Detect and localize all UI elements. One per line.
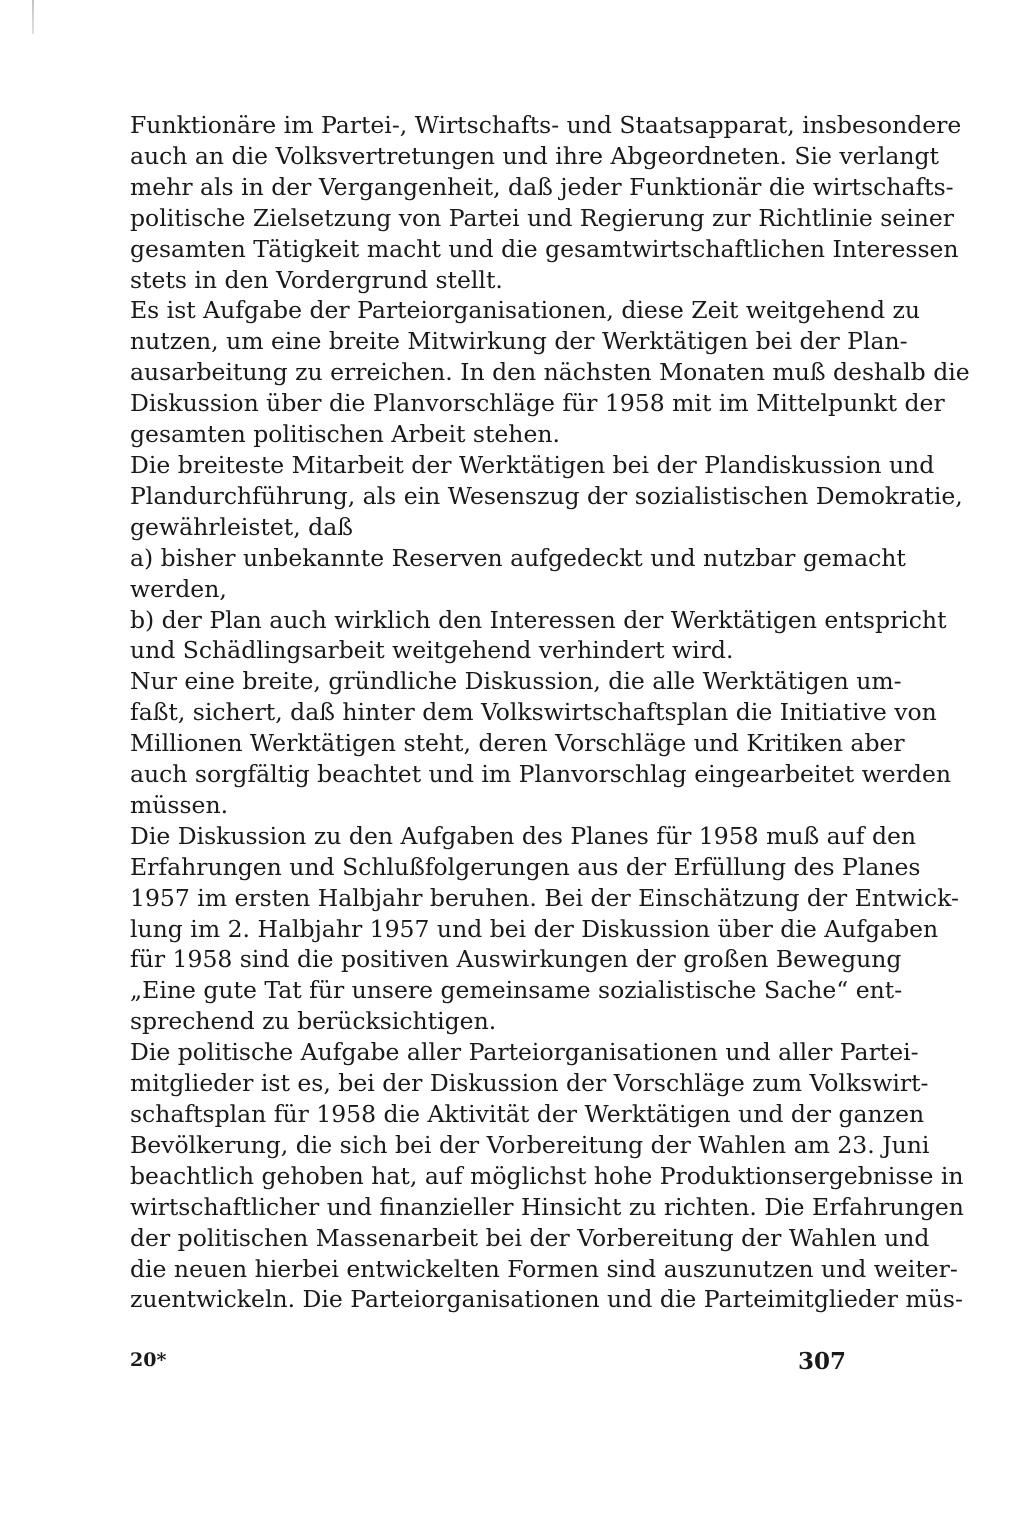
text-line: mehr als in der Vergangenheit, daß jeder Funktionär die wirtschafts- <box>130 172 954 201</box>
text-line: Plandurchführung, als ein Wesenszug der sozialistischen Demokratie, <box>130 481 963 510</box>
text-line: a) bisher unbekannte Reserven aufgedeckt und nutzbar gemacht <box>130 543 906 572</box>
text-line: „Eine gute Tat für unsere gemeinsame sozialistische Sache“ ent- <box>130 976 903 1005</box>
text-line: Die breiteste Mitarbeit der Werktätigen bei der Plandiskussion und <box>130 450 935 479</box>
text-line: Millionen Werktätigen steht, deren Vorschläge und Kritiken aber <box>130 729 905 758</box>
text-line: wirtschaftlicher und finanzieller Hinsicht zu richten. Die Erfahrungen <box>130 1192 964 1221</box>
text-line: und Schädlingsarbeit weitgehend verhindert wird. <box>130 636 734 665</box>
text-line: Funktionäre im Partei-, Wirtschafts- und Staatsapparat, insbesondere <box>130 111 962 139</box>
text-line: faßt, sichert, daß hinter dem Volkswirtschaftsplan die Initiative von <box>130 698 937 727</box>
text-line: Die politische Aufgabe aller Parteiorganisationen und aller Partei- <box>130 1038 919 1067</box>
body-text <box>130 110 970 1315</box>
text-line: mitglieder ist es, bei der Diskussion der Vorschläge zum Volkswirt- <box>130 1069 929 1098</box>
text-line: Erfahrungen und Schlußfolgerungen aus der Erfüllung des Planes <box>130 852 921 881</box>
text-line: b) der Plan auch wirklich den Interessen der Werktätigen entspricht <box>130 605 947 634</box>
text-line: nutzen, um eine breite Mitwirkung der Werktätigen bei der Plan- <box>130 327 908 356</box>
text-line: auch an die Volksvertretungen und ihre Abgeordneten. Sie verlangt <box>130 141 939 170</box>
printer-signature: 20* <box>130 1349 167 1371</box>
text-line: beachtlich gehoben hat, auf möglichst hohe Produktionsergebnisse in <box>130 1161 964 1190</box>
text-line: zuentwickeln. Die Parteiorganisationen und die Parteimitglieder müs- <box>130 1285 963 1314</box>
text-line: Bevölkerung, die sich bei der Vorbereitung der Wahlen am 23. Juni <box>130 1130 930 1159</box>
text-line: ausarbeitung zu erreichen. In den nächsten Monaten muß deshalb die <box>130 358 970 387</box>
text-line: sprechend zu berücksichtigen. <box>130 1007 497 1036</box>
text-line: Diskussion über die Planvorschläge für 1958 mit im Mittelpunkt der <box>130 389 945 418</box>
text-line: schaftsplan für 1958 die Aktivität der Werktätigen und der ganzen <box>130 1100 925 1128</box>
text-line: gewährleistet, daß <box>130 512 353 541</box>
page-number: 307 <box>797 1348 846 1375</box>
text-line: 1957 im ersten Halbjahr beruhen. Bei der Einschätzung der Entwick- <box>130 883 959 912</box>
text-line: auch sorgfältig beachtet und im Planvorschlag eingearbeitet werden <box>130 760 952 789</box>
text-line: lung im 2. Halbjahr 1957 und bei der Diskussion über die Aufgaben <box>130 914 939 943</box>
text-line: Die Diskussion zu den Aufgaben des Planes für 1958 muß auf den <box>130 821 917 850</box>
text-line: stets in den Vordergrund stellt. <box>130 265 503 294</box>
text-line: werden, <box>130 574 227 603</box>
text-line: der politischen Massenarbeit bei der Vorbereitung der Wahlen und <box>130 1223 930 1252</box>
text-line: müssen. <box>130 790 229 819</box>
text-line: politische Zielsetzung von Partei und Regierung zur Richtlinie seiner <box>130 203 954 232</box>
text-line: gesamten Tätigkeit macht und die gesamtwirtschaftlichen Interessen <box>130 234 959 263</box>
text-line: die neuen hierbei entwickelten Formen sind auszunutzen und weiter- <box>130 1254 958 1283</box>
text-line: für 1958 sind die positiven Auswirkungen der großen Bewegung <box>130 945 902 974</box>
margin-scan-mark <box>32 0 34 34</box>
text-line: Es ist Aufgabe der Parteiorganisationen, diese Zeit weitgehend zu <box>130 296 921 325</box>
text-line: gesamten politischen Arbeit stehen. <box>130 420 560 449</box>
text-line: Nur eine breite, gründliche Diskussion, die alle Werktätigen um- <box>130 667 902 696</box>
